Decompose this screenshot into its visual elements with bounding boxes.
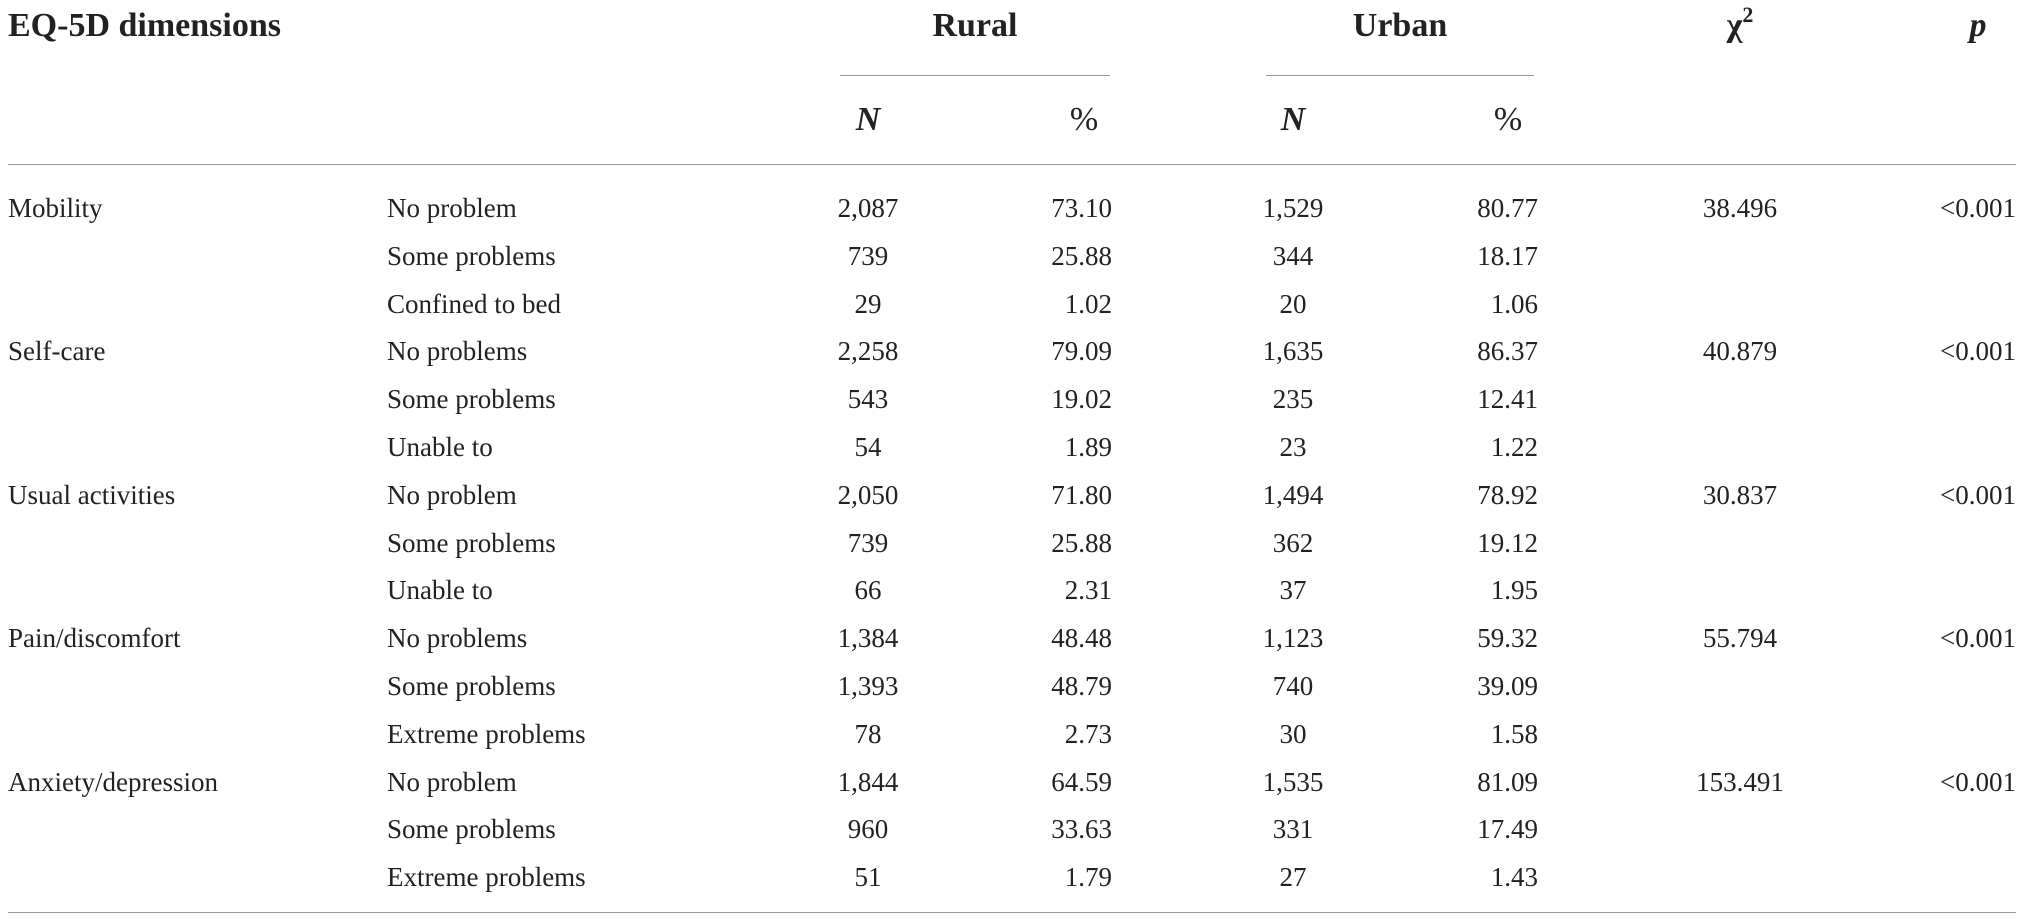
level-cell: No problems xyxy=(387,623,528,653)
dimension-cell: Pain/discomfort xyxy=(8,623,181,653)
level-cell: Some problems xyxy=(387,814,556,844)
urban-n-cell: 1,123 xyxy=(1262,623,1324,653)
table-bottom-rule xyxy=(8,912,2016,913)
level-cell: No problem xyxy=(387,767,517,797)
urban-percent-cell: 80.77 xyxy=(1477,193,1538,223)
rural-percent-cell: 25.88 xyxy=(1051,241,1112,271)
rural-percent-cell: 64.59 xyxy=(1051,767,1112,797)
chi-square-cell: 30.837 xyxy=(1702,480,1778,510)
chi-square-cell: 40.879 xyxy=(1702,336,1778,366)
chi-square-cell: 55.794 xyxy=(1702,623,1778,653)
rural-n-cell: 1,844 xyxy=(837,767,899,797)
rural-group-rule xyxy=(840,75,1110,76)
rural-percent-cell: 73.10 xyxy=(1051,193,1112,223)
header-bottom-rule xyxy=(8,164,2016,165)
rural-n-cell: 2,258 xyxy=(837,336,899,366)
rural-n-cell: 1,393 xyxy=(837,671,899,701)
urban-percent-cell: 78.92 xyxy=(1477,480,1538,510)
level-cell: Some problems xyxy=(387,671,556,701)
rural-percent-cell: 1.79 xyxy=(1064,862,1112,892)
level-cell: Some problems xyxy=(387,528,556,558)
rural-percent-cell: 2.31 xyxy=(1064,575,1112,605)
p-value-cell: <0.001 xyxy=(1940,480,2016,510)
urban-percent-cell: 1.06 xyxy=(1490,289,1538,319)
p-value-cell: <0.001 xyxy=(1940,336,2016,366)
rural-n-cell: 2,087 xyxy=(837,193,899,223)
urban-n-cell: 23 xyxy=(1279,432,1307,462)
rural-n-cell: 78 xyxy=(854,719,882,749)
urban-percent-cell: 18.17 xyxy=(1477,241,1538,271)
urban-n-cell: 20 xyxy=(1279,289,1307,319)
urban-percent-cell: 19.12 xyxy=(1477,528,1538,558)
level-cell: No problems xyxy=(387,336,528,366)
rural-n-cell: 739 xyxy=(847,528,889,558)
urban-n-cell: 331 xyxy=(1272,814,1314,844)
rural-n-cell: 51 xyxy=(854,862,882,892)
level-cell: Some problems xyxy=(387,384,556,414)
rural-n-cell: 739 xyxy=(847,241,889,271)
chi-square-cell: 153.491 xyxy=(1696,767,1784,797)
rural-percent-cell: 19.02 xyxy=(1051,384,1112,414)
chi-square-cell: 38.496 xyxy=(1702,193,1778,223)
rural-n-cell: 543 xyxy=(847,384,889,414)
dimension-cell: Usual activities xyxy=(8,480,176,510)
p-value-cell: <0.001 xyxy=(1940,193,2016,223)
rural-column-header: Rural xyxy=(932,7,1018,44)
rural-percent-cell: 2.73 xyxy=(1064,719,1112,749)
rural-percent-cell: 33.63 xyxy=(1051,814,1112,844)
level-cell: No problem xyxy=(387,193,517,223)
urban-n-cell: 1,535 xyxy=(1262,767,1324,797)
urban-n-cell: 27 xyxy=(1279,862,1307,892)
dimension-cell: Anxiety/depression xyxy=(8,767,218,797)
urban-column-header: Urban xyxy=(1352,7,1448,44)
rural-n-cell: 2,050 xyxy=(837,480,899,510)
urban-percent-cell: 17.49 xyxy=(1477,814,1538,844)
urban-percent-cell: 1.43 xyxy=(1490,862,1538,892)
chi-exponent: 2 xyxy=(1742,2,1754,27)
rural-percent-cell: 71.80 xyxy=(1051,480,1112,510)
urban-n-cell: 30 xyxy=(1279,719,1307,749)
rural-percent-cell: 1.89 xyxy=(1064,432,1112,462)
rural-percent-cell: 79.09 xyxy=(1051,336,1112,366)
dimension-cell: Mobility xyxy=(8,193,103,223)
rural-percent-cell: 48.79 xyxy=(1051,671,1112,701)
dimension-column-header: EQ-5D dimensions xyxy=(8,7,281,44)
chi-symbol: χ xyxy=(1726,7,1743,44)
level-cell: Some problems xyxy=(387,241,556,271)
chi-square-column-header xyxy=(1726,2,1754,49)
p-value-column-header: p xyxy=(1969,7,1987,44)
rural-percent-cell: 25.88 xyxy=(1051,528,1112,558)
rural-percent-cell: 48.48 xyxy=(1051,623,1112,653)
p-value-cell: <0.001 xyxy=(1940,623,2016,653)
urban-percent-cell: 1.22 xyxy=(1490,432,1538,462)
urban-n-cell: 362 xyxy=(1272,528,1314,558)
urban-percent-cell: 12.41 xyxy=(1477,384,1538,414)
level-cell: Extreme problems xyxy=(387,719,586,749)
urban-percent-cell: 39.09 xyxy=(1477,671,1538,701)
rural-n-cell: 54 xyxy=(854,432,882,462)
urban-n-cell: 740 xyxy=(1272,671,1314,701)
urban-n-cell: 1,494 xyxy=(1262,480,1324,510)
urban-percent-cell: 81.09 xyxy=(1477,767,1538,797)
level-cell: Unable to xyxy=(387,432,493,462)
rural-n-cell: 66 xyxy=(854,575,882,605)
rural-n-cell: 1,384 xyxy=(837,623,899,653)
p-value-cell: <0.001 xyxy=(1940,767,2016,797)
urban-percent-cell: 1.95 xyxy=(1490,575,1538,605)
level-cell: No problem xyxy=(387,480,517,510)
dimension-cell: Self-care xyxy=(8,336,106,366)
urban-n-cell: 37 xyxy=(1279,575,1307,605)
rural-n-cell: 29 xyxy=(854,289,882,319)
level-cell: Unable to xyxy=(387,575,493,605)
urban-percent-cell: 1.58 xyxy=(1490,719,1538,749)
urban-n-cell: 1,529 xyxy=(1262,193,1324,223)
urban-group-rule xyxy=(1266,75,1534,76)
urban-n-cell: 344 xyxy=(1272,241,1314,271)
urban-n-header: N xyxy=(1280,101,1306,138)
level-cell: Confined to bed xyxy=(387,289,561,319)
rural-n-header: N xyxy=(855,101,881,138)
urban-percent-cell: 59.32 xyxy=(1477,623,1538,653)
urban-percent-header: % xyxy=(1493,101,1523,138)
rural-percent-header: % xyxy=(1069,101,1099,138)
rural-n-cell: 960 xyxy=(847,814,889,844)
urban-n-cell: 235 xyxy=(1272,384,1314,414)
urban-percent-cell: 86.37 xyxy=(1477,336,1538,366)
level-cell: Extreme problems xyxy=(387,862,586,892)
rural-percent-cell: 1.02 xyxy=(1064,289,1112,319)
urban-n-cell: 1,635 xyxy=(1262,336,1324,366)
